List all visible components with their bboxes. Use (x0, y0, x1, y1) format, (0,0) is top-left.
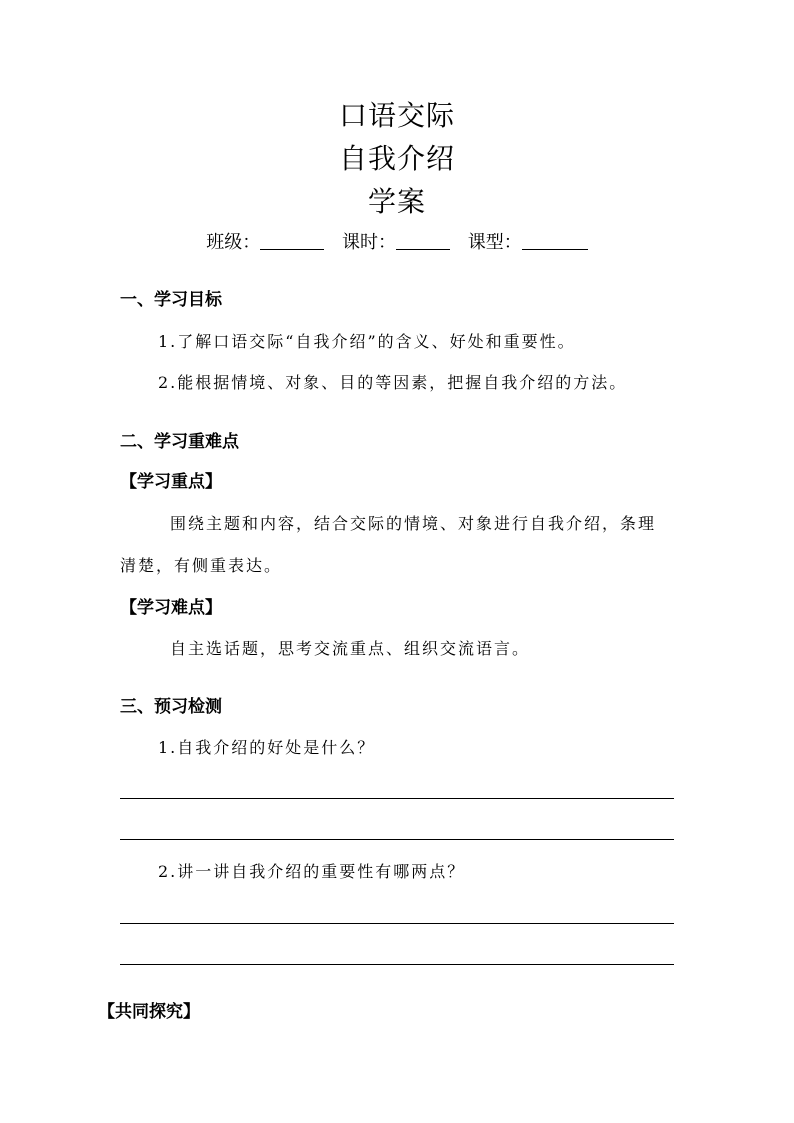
period-blank[interactable] (396, 231, 450, 250)
title-line-1: 口语交际 (338, 99, 455, 132)
focus-label: 【学习重点】 (120, 472, 222, 492)
period-label: 课时： (342, 232, 396, 253)
title-line-3: 学案 (367, 185, 426, 218)
class-label: 班级： (206, 232, 261, 253)
focus-text-line-1: 围绕主题和内容，结合交际的情境、对象进行自我介绍，条理 (170, 514, 657, 533)
answer-line-4[interactable] (120, 964, 674, 965)
difficulty-label: 【学习难点】 (120, 598, 222, 618)
answer-line-3[interactable] (120, 923, 674, 924)
objective-item-2: 2.能根据情境、对象、目的等因素，把握自我介绍的方法。 (158, 373, 628, 392)
difficulty-text: 自主选话题，思考交流重点、组织交流语言。 (170, 639, 531, 658)
section-2-heading: 二、学习重难点 (120, 432, 239, 452)
answer-line-2[interactable] (120, 839, 674, 840)
class-blank[interactable] (260, 231, 324, 250)
type-blank[interactable] (522, 231, 588, 250)
question-2: 2.讲一讲自我介绍的重要性有哪两点？ (158, 862, 466, 881)
class-info-row (0, 230, 794, 256)
type-label: 课型： (467, 232, 522, 253)
section-1-heading: 一、学习目标 (120, 290, 222, 310)
question-1: 1.自我介绍的好处是什么？ (158, 738, 376, 757)
focus-text-line-2: 清楚，有侧重表达。 (120, 556, 283, 575)
title-line-2: 自我介绍 (338, 142, 455, 175)
answer-line-1[interactable] (120, 798, 674, 799)
footer-heading: 【共同探究】 (98, 1002, 200, 1022)
objective-item-1: 1.了解口语交际“自我介绍”的含义、好处和重要性。 (158, 332, 576, 351)
section-3-heading: 三、预习检测 (120, 697, 222, 717)
